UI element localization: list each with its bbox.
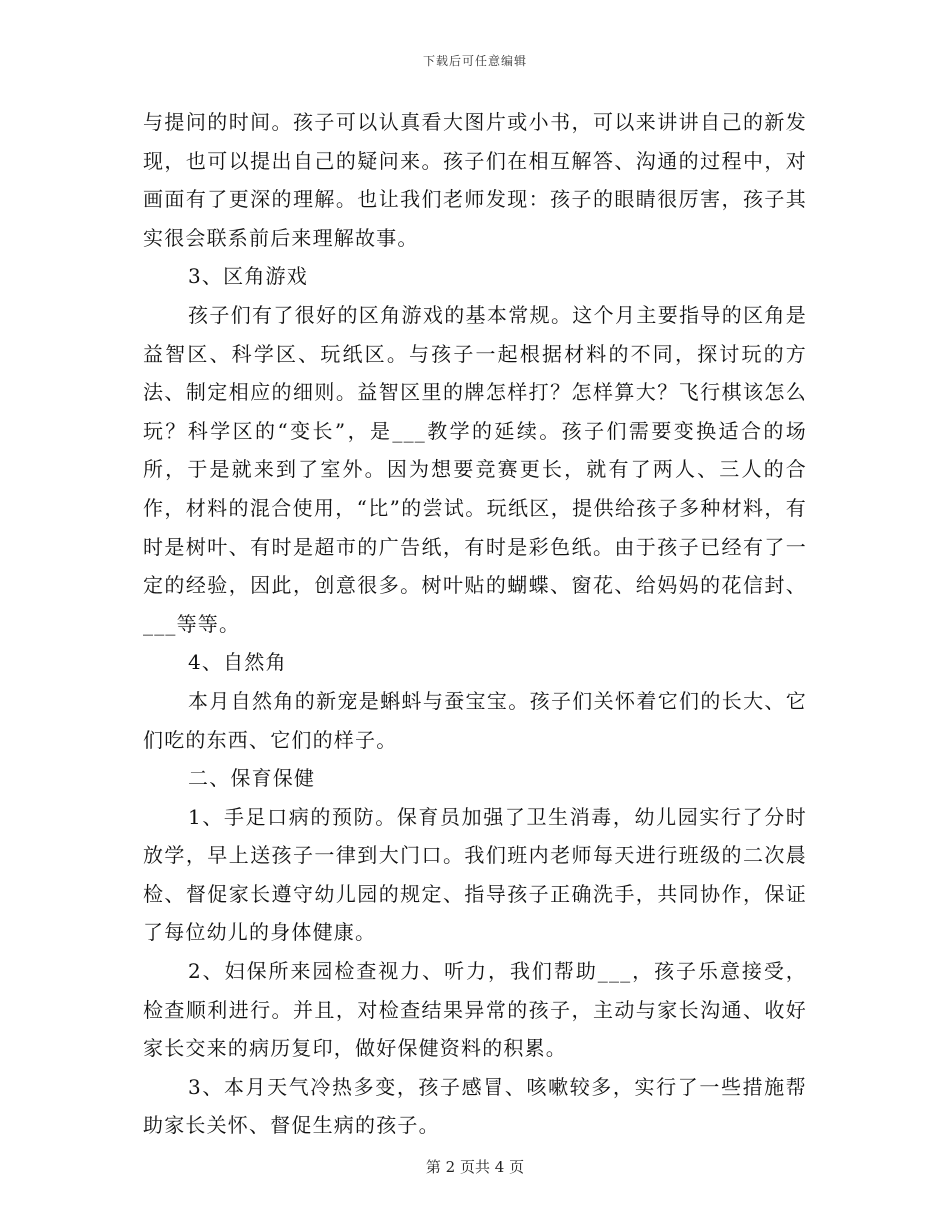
paragraph-nature-corner: 本月自然角的新宠是蝌蚪与蚕宝宝。孩子们关怀着它们的长大、它们吃的东西、它们的样子。 bbox=[143, 688, 807, 752]
section-heading-care-health: 二、保育保健 bbox=[188, 766, 316, 791]
section-heading-nature-corner: 4、自然角 bbox=[188, 650, 287, 675]
page-header: 下载后可任意编辑 bbox=[422, 54, 527, 68]
paragraph-care-item-3: 3、本月天气冷热多变，孩子感冒、咳嗽较多，实行了一些措施帮助家长关怀、督促生病的孩子。 bbox=[143, 1074, 807, 1138]
document-body bbox=[143, 103, 807, 1145]
paragraph-care-item-1: 1、手足口病的预防。保育员加强了卫生消毒，幼儿园实行了分时放学，早上送孩子一律到大门口。我们班内老师每天进行班级的二次晨检、督促家长遵守幼儿园的规定、指导孩子正确洗手，共同协作，保证了每位幼儿的身体健康。 bbox=[143, 804, 807, 945]
section-heading-corner-games: 3、区角游戏 bbox=[188, 264, 308, 289]
page-footer: 第 2 页共 4 页 bbox=[425, 1158, 525, 1176]
paragraph-1: 与提问的时间。孩子可以认真看大图片或小书，可以来讲讲自己的新发现，也可以提出自己的疑问来。孩子们在相互解答、沟通的过程中，对画面有了更深的理解。也让我们老师发现：孩子的眼睛很厉害，孩子其实很会联系前后来理解故事。 bbox=[143, 110, 807, 250]
paragraph-care-item-2: 2、妇保所来园检查视力、听力，我们帮助___，孩子乐意接受，检查顺利进行。并且，对检查结果异常的孩子，主动与家长沟通、收好家长交来的病历复印，做好保健资料的积累。 bbox=[143, 959, 807, 1061]
paragraph-corner-games: 孩子们有了很好的区角游戏的基本常规。这个月主要指导的区角是益智区、科学区、玩纸区。与孩子一起根据材料的不同，探讨玩的方法、制定相应的细则。益智区里的牌怎样打？怎样算大？飞行棋该怎么玩？科学区的“变长”，是___教学的延续。孩子们需要变换适合的场所，于是就来到了室外。因为想要竞赛更长，就有了两人、三人的合作，材料的混合使用，“比”的尝试。玩纸区，提供给孩子多种材料，有时是树叶、有时是超市的广告纸，有时是彩色纸。由于孩子已经有了一定的经验，因此，创意很多。树叶贴的蝴蝶、窗花、给妈妈的花信封、___等等。 bbox=[143, 302, 807, 636]
